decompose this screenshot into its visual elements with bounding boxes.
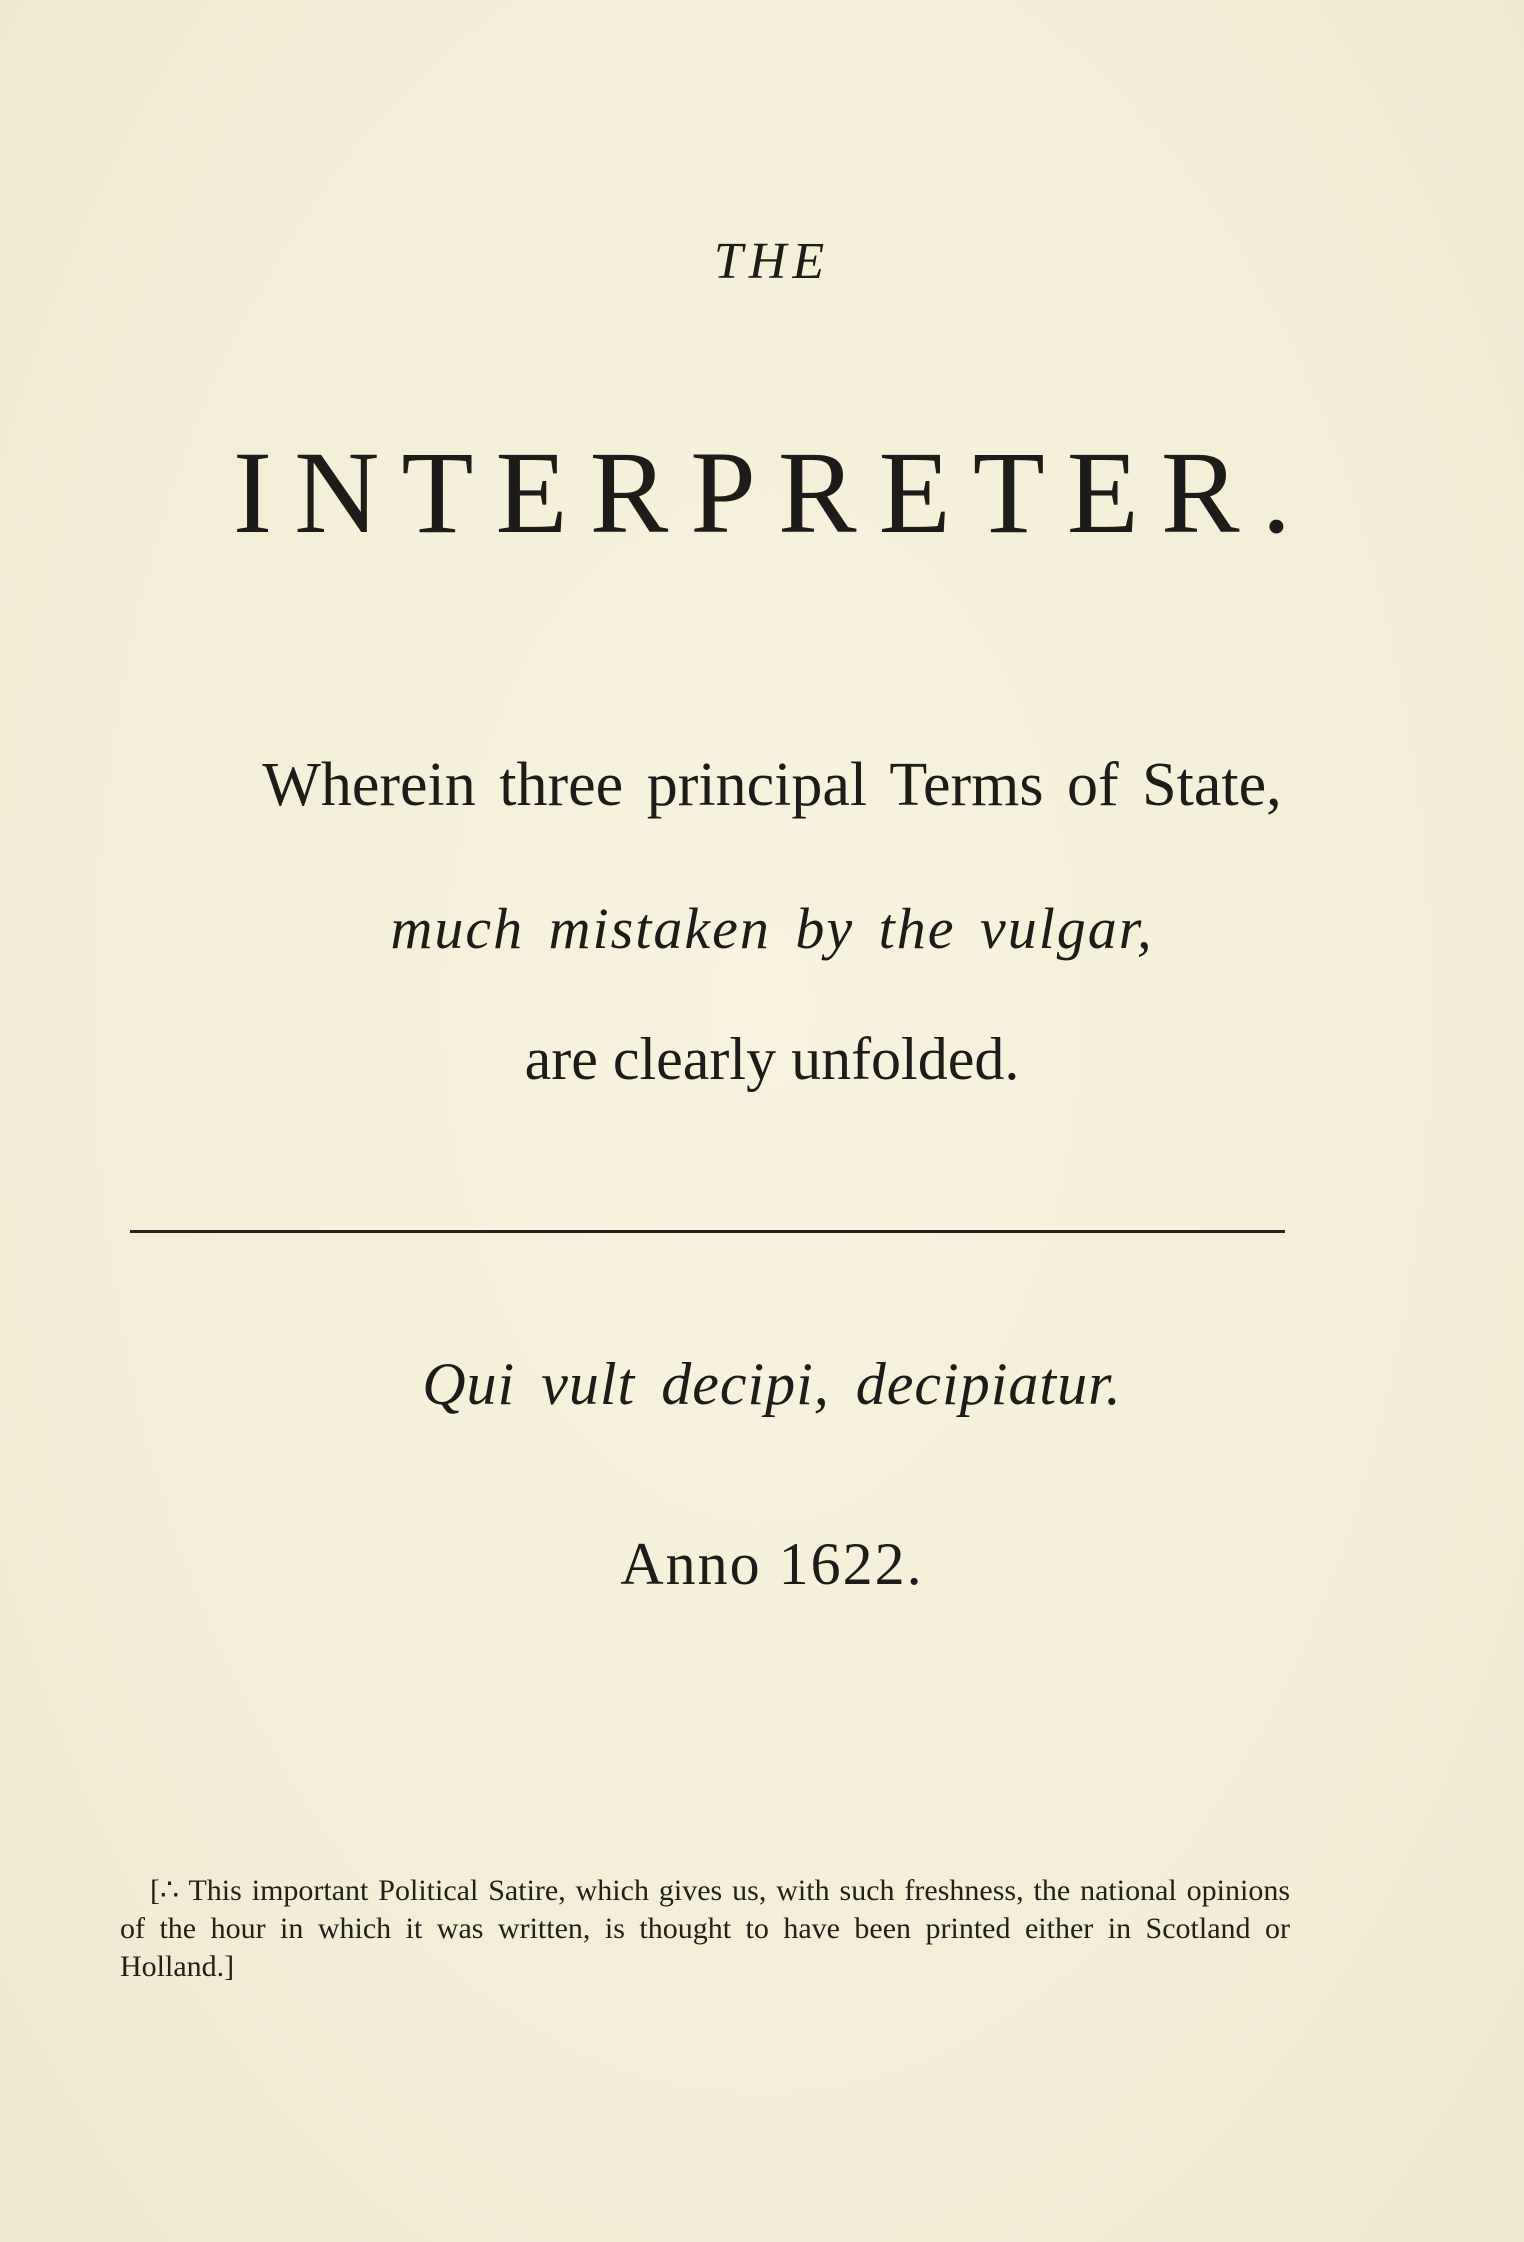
publication-date: Anno 1622. xyxy=(620,1531,924,1597)
footnote xyxy=(120,1872,1290,1986)
page-title: INTERPRETER. xyxy=(232,427,1314,558)
subtitle-line-3: are clearly unfolded. xyxy=(524,1026,1020,1092)
subtitle-line-2: much mistaken by the vulgar, xyxy=(390,896,1154,961)
footnote-text: [∴ This important Political Satire, which gives us, with such freshness, the national opinions of the hour in which it was written, is thought to have been printed either in Scotland or Holland.] xyxy=(120,1874,1290,1983)
subtitle-line-1: Wherein three principal Terms of State, xyxy=(262,751,1282,819)
title-article: THE xyxy=(713,233,831,290)
horizontal-rule xyxy=(130,1230,1285,1233)
latin-motto: Qui vult decipi, decipiatur. xyxy=(422,1351,1122,1417)
